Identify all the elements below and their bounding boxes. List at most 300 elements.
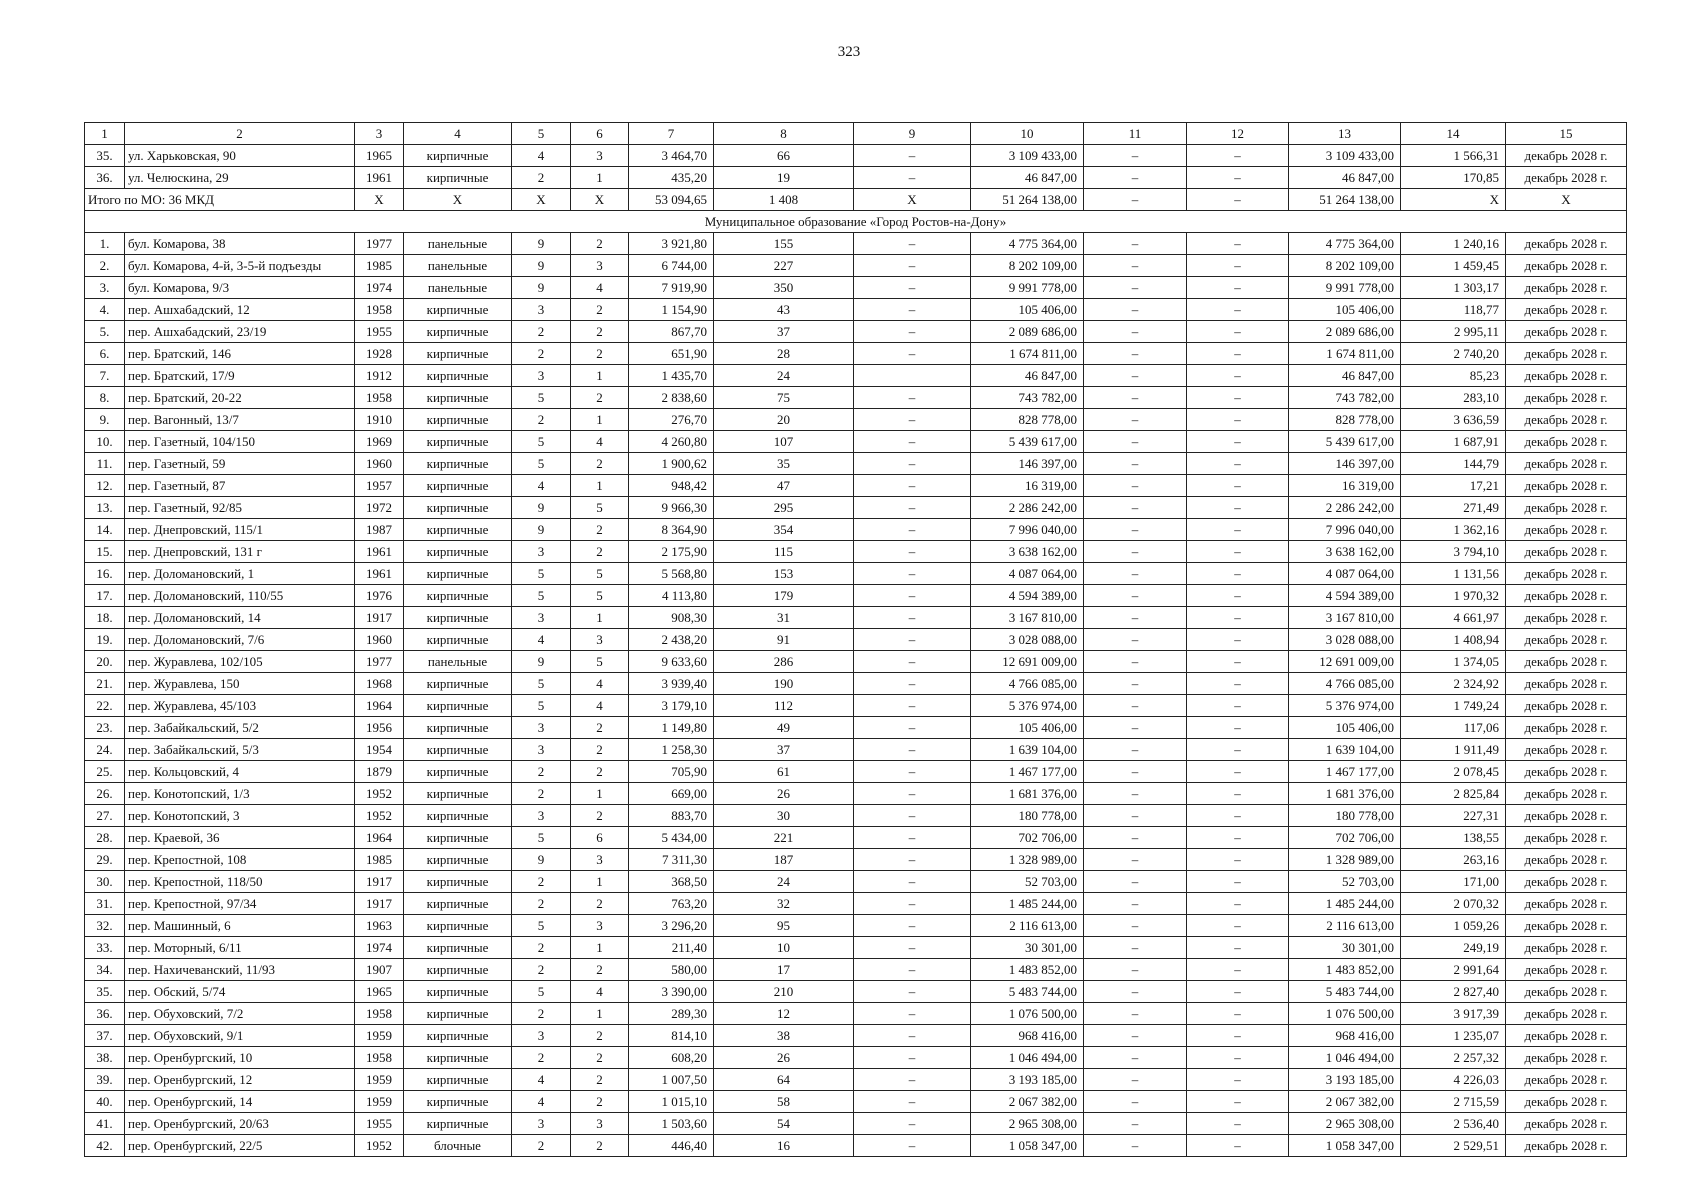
table-cell: 17,21 [1401,475,1506,497]
table-cell: – [1187,717,1289,739]
table-cell: 3 390,00 [629,981,714,1003]
table-cell: 12 [714,1003,854,1025]
table-cell: 276,70 [629,409,714,431]
table-cell: – [1084,1047,1187,1069]
table-cell: 3 [571,849,629,871]
table-cell: 5 483 744,00 [971,981,1084,1003]
table-cell: 1952 [355,783,404,805]
table-cell: 30. [85,871,125,893]
table-cell: – [854,1025,971,1047]
table-row [85,563,1627,585]
table-cell: 4 775 364,00 [1289,233,1401,255]
table-cell: пер. Забайкальский, 5/2 [125,717,355,739]
table-cell: 3 [571,1113,629,1135]
table-cell: декабрь 2028 г. [1506,387,1627,409]
table-cell: – [854,475,971,497]
table-cell: пер. Крепостной, 118/50 [125,871,355,893]
table-cell: 3 [512,805,571,827]
table-cell: – [1187,981,1289,1003]
table-cell: 669,00 [629,783,714,805]
table-cell: кирпичные [404,717,512,739]
table-cell: 2 [571,321,629,343]
table-cell: 1 [571,783,629,805]
table-cell: 2 [571,1047,629,1069]
table-cell: 39. [85,1069,125,1091]
table-cell: 75 [714,387,854,409]
table-cell: 867,70 [629,321,714,343]
table-cell: декабрь 2028 г. [1506,1003,1627,1025]
table-cell: 4 [512,1069,571,1091]
table-cell: декабрь 2028 г. [1506,937,1627,959]
table-cell: – [1187,233,1289,255]
table-cell: пер. Обуховский, 7/2 [125,1003,355,1025]
table-cell: 35. [85,145,125,167]
table-cell: – [854,959,971,981]
table-cell: 2 825,84 [1401,783,1506,805]
table-cell: 17. [85,585,125,607]
table-row [85,959,1627,981]
table-cell: – [1084,1025,1187,1047]
table-cell: 1 749,24 [1401,695,1506,717]
table-cell: 2 116 613,00 [1289,915,1401,937]
table-cell: 1 503,60 [629,1113,714,1135]
table-cell: 5 [512,453,571,475]
table-cell: пер. Кольцовский, 4 [125,761,355,783]
table-cell: – [1187,937,1289,959]
table-cell: – [1084,915,1187,937]
table-cell: 5 483 744,00 [1289,981,1401,1003]
table-cell: 5. [85,321,125,343]
table-cell: 2 [571,453,629,475]
table-cell: – [1187,1003,1289,1025]
table-cell: 105 406,00 [971,717,1084,739]
table-cell: 3 [571,255,629,277]
total-cell: – [1084,189,1187,211]
table-cell: пер. Газетный, 87 [125,475,355,497]
table-cell: 1952 [355,1135,404,1157]
table-cell: – [854,431,971,453]
table-cell: 26 [714,1047,854,1069]
table-cell: декабрь 2028 г. [1506,255,1627,277]
table-cell: 1968 [355,673,404,695]
table-cell: 11. [85,453,125,475]
table-cell: 85,23 [1401,365,1506,387]
table-cell: 35. [85,981,125,1003]
table-cell: панельные [404,233,512,255]
table-cell: 295 [714,497,854,519]
table-cell: 28. [85,827,125,849]
table-cell: 249,19 [1401,937,1506,959]
total-cell: 51 264 138,00 [1289,189,1401,211]
table-cell: – [1084,167,1187,189]
table-cell: 435,20 [629,167,714,189]
table-cell: 1 [571,409,629,431]
table-cell: пер. Оренбургский, 12 [125,1069,355,1091]
table-row [85,915,1627,937]
table-cell: 7 919,90 [629,277,714,299]
table-cell: 31. [85,893,125,915]
total-cell: 1 408 [714,189,854,211]
table-cell: декабрь 2028 г. [1506,827,1627,849]
table-cell: 2 [512,1135,571,1157]
table-cell: 2 [571,893,629,915]
table-cell: 6 [571,827,629,849]
table-cell: 1 467 177,00 [971,761,1084,783]
table-cell: 271,49 [1401,497,1506,519]
table-row [85,1047,1627,1069]
table-cell: – [854,761,971,783]
table-cell: 1955 [355,321,404,343]
table-cell: 3 917,39 [1401,1003,1506,1025]
table-cell: пер. Журавлева, 150 [125,673,355,695]
table-cell: декабрь 2028 г. [1506,453,1627,475]
table-cell: 2 827,40 [1401,981,1506,1003]
table-cell: 187 [714,849,854,871]
table-cell: – [854,585,971,607]
table-cell: – [1187,277,1289,299]
table-row [85,1069,1627,1091]
total-cell: Х [571,189,629,211]
table-cell: декабрь 2028 г. [1506,343,1627,365]
table-cell: 105 406,00 [1289,717,1401,739]
table-cell [854,365,971,387]
table-cell: – [1084,959,1187,981]
table-cell: 3 638 162,00 [1289,541,1401,563]
table-cell: 4. [85,299,125,321]
table-cell: 46 847,00 [971,365,1084,387]
table-cell: – [1084,783,1187,805]
table-cell: кирпичные [404,1003,512,1025]
table-cell: 1 007,50 [629,1069,714,1091]
table-row [85,233,1627,255]
table-cell: 146 397,00 [1289,453,1401,475]
table-cell: – [1084,431,1187,453]
table-cell: 1959 [355,1025,404,1047]
table-cell: 105 406,00 [1289,299,1401,321]
table-cell: 12. [85,475,125,497]
table-cell: 1 046 494,00 [971,1047,1084,1069]
table-cell: 26 [714,783,854,805]
table-cell: декабрь 2028 г. [1506,893,1627,915]
table-cell: кирпичные [404,761,512,783]
table-row [85,827,1627,849]
column-number-cell: 5 [512,123,571,145]
total-cell: Х [1401,189,1506,211]
table-cell: панельные [404,255,512,277]
table-cell: 211,40 [629,937,714,959]
column-number-cell: 14 [1401,123,1506,145]
table-body [85,123,1627,1157]
table-cell: 1965 [355,981,404,1003]
table-cell: 1 015,10 [629,1091,714,1113]
table-cell: 18. [85,607,125,629]
table-cell: 20. [85,651,125,673]
table-cell: 46 847,00 [1289,167,1401,189]
table-cell: – [1084,849,1187,871]
table-cell: 5 376 974,00 [971,695,1084,717]
table-cell: 15. [85,541,125,563]
table-cell: 2 [571,717,629,739]
table-cell: 43 [714,299,854,321]
table-cell: декабрь 2028 г. [1506,849,1627,871]
table-cell: 38 [714,1025,854,1047]
table-cell: – [1084,255,1187,277]
table-cell: – [1084,695,1187,717]
table-cell: 36. [85,1003,125,1025]
table-cell: 1928 [355,343,404,365]
table-cell: – [1187,959,1289,981]
table-cell: 1 [571,1003,629,1025]
table-cell: 9 [512,233,571,255]
table-cell: – [854,629,971,651]
table-cell: 40. [85,1091,125,1113]
table-cell: – [854,299,971,321]
table-cell: 3 [512,541,571,563]
table-cell: 9 633,60 [629,651,714,673]
table-cell: 283,10 [1401,387,1506,409]
table-cell: 41. [85,1113,125,1135]
table-cell: 3 [571,145,629,167]
table-cell: – [1187,607,1289,629]
table-cell: декабрь 2028 г. [1506,871,1627,893]
table-cell: 5 [571,497,629,519]
table-cell: – [1187,519,1289,541]
table-cell: декабрь 2028 г. [1506,981,1627,1003]
table-cell: 263,16 [1401,849,1506,871]
table-cell: 24 [714,871,854,893]
table-cell: декабрь 2028 г. [1506,277,1627,299]
table-row [85,343,1627,365]
table-cell: пер. Обуховский, 9/1 [125,1025,355,1047]
table-cell: пер. Братский, 20-22 [125,387,355,409]
table-cell: 30 [714,805,854,827]
table-cell: 1 681 376,00 [1289,783,1401,805]
table-cell: 36. [85,167,125,189]
table-cell: кирпичные [404,585,512,607]
table-cell: 2 [571,299,629,321]
table-cell: 2 [571,805,629,827]
table-cell: 2 [571,1025,629,1047]
table-cell: – [1084,365,1187,387]
table-cell: 289,30 [629,1003,714,1025]
table-cell: 37. [85,1025,125,1047]
table-cell: пер. Доломановский, 7/6 [125,629,355,651]
table-cell: – [854,893,971,915]
table-cell: 1 [571,607,629,629]
table-cell: 107 [714,431,854,453]
table-cell: 1 566,31 [1401,145,1506,167]
table-cell: – [1187,321,1289,343]
table-row [85,695,1627,717]
table-cell: 24 [714,365,854,387]
table-cell: 1 435,70 [629,365,714,387]
table-row [85,739,1627,761]
table-cell: 2 [512,893,571,915]
table-cell: – [1187,761,1289,783]
table-cell: – [1084,233,1187,255]
table-cell: – [854,607,971,629]
table-cell: 4 594 389,00 [1289,585,1401,607]
table-cell: 2 [512,959,571,981]
table-cell: 1959 [355,1069,404,1091]
table-cell: 2 [512,321,571,343]
table-cell: пер. Ашхабадский, 23/19 [125,321,355,343]
table-cell: 1 687,91 [1401,431,1506,453]
table-cell: кирпичные [404,321,512,343]
table-cell: 37 [714,739,854,761]
table-cell: 5 376 974,00 [1289,695,1401,717]
table-cell: пер. Газетный, 104/150 [125,431,355,453]
table-cell: 2 [512,1047,571,1069]
table-cell: декабрь 2028 г. [1506,321,1627,343]
table-cell: 3 [512,365,571,387]
table-cell: пер. Краевой, 36 [125,827,355,849]
table-cell: 138,55 [1401,827,1506,849]
table-cell: – [854,321,971,343]
table-cell: 2 [512,761,571,783]
table-cell: 7 996 040,00 [971,519,1084,541]
table-cell: 4 [512,629,571,651]
table-row [85,651,1627,673]
table-cell: кирпичные [404,783,512,805]
table-cell: 4 226,03 [1401,1069,1506,1091]
total-cell: – [1187,189,1289,211]
table-cell: 17 [714,959,854,981]
total-label: Итого по МО: 36 МКД [85,189,355,211]
table-cell: пер. Днепровский, 115/1 [125,519,355,541]
table-cell: – [1084,893,1187,915]
table-cell: кирпичные [404,1047,512,1069]
table-cell: декабрь 2028 г. [1506,651,1627,673]
table-cell: – [1187,827,1289,849]
table-cell: 1 [571,871,629,893]
table-cell: 180 778,00 [1289,805,1401,827]
table-cell: 66 [714,145,854,167]
table-cell: кирпичные [404,563,512,585]
table-cell: декабрь 2028 г. [1506,607,1627,629]
table-cell: 3 028 088,00 [1289,629,1401,651]
table-cell: 1972 [355,497,404,519]
table-cell: 10. [85,431,125,453]
table-cell: – [1084,607,1187,629]
table-cell: 6. [85,343,125,365]
table-cell: 1961 [355,167,404,189]
table-cell: 828 778,00 [971,409,1084,431]
table-cell: 171,00 [1401,871,1506,893]
table-cell: 12 691 009,00 [971,651,1084,673]
table-row [85,431,1627,453]
table-cell: 4 [571,981,629,1003]
table-cell: – [854,849,971,871]
table-cell: 743 782,00 [971,387,1084,409]
table-cell: декабрь 2028 г. [1506,475,1627,497]
table-cell: кирпичные [404,915,512,937]
table-cell: декабрь 2028 г. [1506,739,1627,761]
table-cell: 814,10 [629,1025,714,1047]
table-cell: пер. Журавлева, 102/105 [125,651,355,673]
table-cell: 1 639 104,00 [1289,739,1401,761]
table-cell: 2 [571,739,629,761]
table-cell: пер. Конотопский, 3 [125,805,355,827]
table-cell: – [854,541,971,563]
table-cell: 10 [714,937,854,959]
table-row [85,1091,1627,1113]
table-cell: кирпичные [404,365,512,387]
table-cell: 1 [571,475,629,497]
table-cell: – [1084,409,1187,431]
table-cell: 179 [714,585,854,607]
table-cell: 52 703,00 [971,871,1084,893]
table-cell: 1 674 811,00 [1289,343,1401,365]
table-cell: 8 364,90 [629,519,714,541]
table-cell: – [1084,519,1187,541]
table-cell: 1 970,32 [1401,585,1506,607]
table-cell: 32. [85,915,125,937]
table-cell: 5 [512,563,571,585]
table-cell: – [1084,981,1187,1003]
table-row [85,409,1627,431]
table-cell: 1965 [355,145,404,167]
table-cell: 2 067 382,00 [971,1091,1084,1113]
table-cell: 1 235,07 [1401,1025,1506,1047]
table-cell: 1 154,90 [629,299,714,321]
table-cell: кирпичные [404,497,512,519]
table-cell: – [854,1047,971,1069]
table-cell: 21. [85,673,125,695]
table-cell: 1969 [355,431,404,453]
table-cell: 3 193 185,00 [1289,1069,1401,1091]
table-cell: – [1187,849,1289,871]
section-title: Муниципальное образование «Город Ростов-на-Дону» [85,211,1627,233]
table-cell: пер. Конотопский, 1/3 [125,783,355,805]
table-cell: кирпичные [404,607,512,629]
table-cell: 702 706,00 [1289,827,1401,849]
table-cell: пер. Оренбургский, 20/63 [125,1113,355,1135]
table-cell: 5 439 617,00 [1289,431,1401,453]
table-cell: 4 [512,145,571,167]
table-cell: 24. [85,739,125,761]
table-cell: 2 529,51 [1401,1135,1506,1157]
column-number-row [85,123,1627,145]
total-row [85,189,1627,211]
table-cell: 3 167 810,00 [971,607,1084,629]
table-cell: 1985 [355,849,404,871]
table-cell: – [854,717,971,739]
table-cell: 47 [714,475,854,497]
table-cell: 29. [85,849,125,871]
table-cell: пер. Забайкальский, 5/3 [125,739,355,761]
table-cell: – [1187,739,1289,761]
table-cell: – [1084,739,1187,761]
table-cell: 1 485 244,00 [1289,893,1401,915]
table-cell: кирпичные [404,673,512,695]
table-cell: – [1187,475,1289,497]
table-cell: – [1084,1003,1187,1025]
table-row [85,365,1627,387]
table-cell: пер. Крепостной, 97/34 [125,893,355,915]
table-row [85,519,1627,541]
table-cell: пер. Днепровский, 131 г [125,541,355,563]
table-cell: 105 406,00 [971,299,1084,321]
table-cell: 19 [714,167,854,189]
table-cell: – [1187,255,1289,277]
table-cell: 1958 [355,299,404,321]
table-cell: 46 847,00 [971,167,1084,189]
table-cell: 3 636,59 [1401,409,1506,431]
table-row [85,1003,1627,1025]
table-cell: 1 058 347,00 [971,1135,1084,1157]
table-cell: 7. [85,365,125,387]
